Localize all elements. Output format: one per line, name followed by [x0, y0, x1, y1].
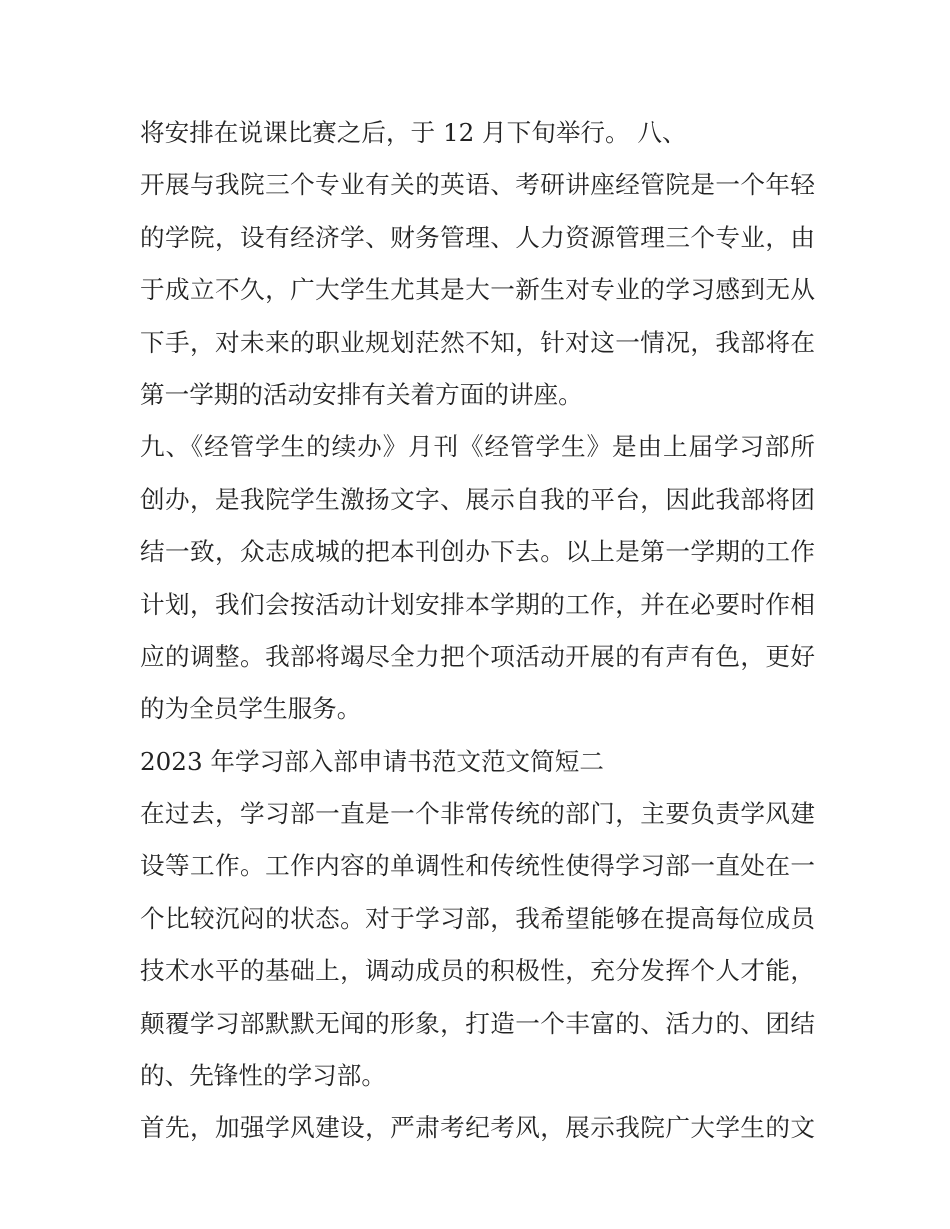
- text-line: 设等工作。工作内容的单调性和传统性使得学习部一直处在一: [140, 851, 815, 881]
- text-line: 计划，我们会按活动计划安排本学期的工作，并在必要时作相: [140, 589, 815, 619]
- document-body: [140, 107, 815, 1155]
- text-line: 应的调整。我部将竭尽全力把个项活动开展的有声有色，更好: [140, 641, 815, 671]
- text-line: 于成立不久，广大学生尤其是大一新生对专业的学习感到无从: [140, 275, 815, 305]
- text-line: 的学院，设有经济学、财务管理、人力资源管理三个专业，由: [140, 222, 815, 252]
- text-line: 技术水平的基础上，调动成员的积极性，充分发挥个人才能，: [140, 956, 815, 986]
- text-line: 九、《经管学生的续办》月刊《经管学生》是由上届学习部所: [140, 432, 815, 462]
- text-line: 开展与我院三个专业有关的英语、考研讲座经管院是一个年轻: [140, 170, 815, 200]
- section-heading: 2023 年学习部入部申请书范文范文简短二: [140, 746, 604, 776]
- text-line: 下手，对未来的职业规划茫然不知，针对这一情况，我部将在: [140, 327, 815, 357]
- text-line: 的为全员学生服务。: [140, 694, 362, 724]
- text-line: 结一致，众志成城的把本刊创办下去。以上是第一学期的工作: [140, 537, 815, 567]
- text-line: 首先，加强学风建设，严肃考纪考风，展示我院广大学生的文: [140, 1113, 815, 1143]
- text-line: 创办，是我院学生激扬文字、展示自我的平台，因此我部将团: [140, 484, 815, 514]
- text-line: 在过去，学习部一直是一个非常传统的部门，主要负责学风建: [140, 799, 815, 829]
- text-line: 第一学期的活动安排有关着方面的讲座。: [140, 379, 583, 409]
- text-line: 颠覆学习部默默无闻的形象，打造一个丰富的、活力的、团结: [140, 1008, 815, 1038]
- text-line: 个比较沉闷的状态。对于学习部，我希望能够在提高每位成员: [140, 903, 815, 933]
- text-line: 将安排在说课比赛之后，于 12 月下旬举行。 八、: [140, 118, 687, 147]
- text-line: 的、先锋性的学习部。: [140, 1061, 386, 1091]
